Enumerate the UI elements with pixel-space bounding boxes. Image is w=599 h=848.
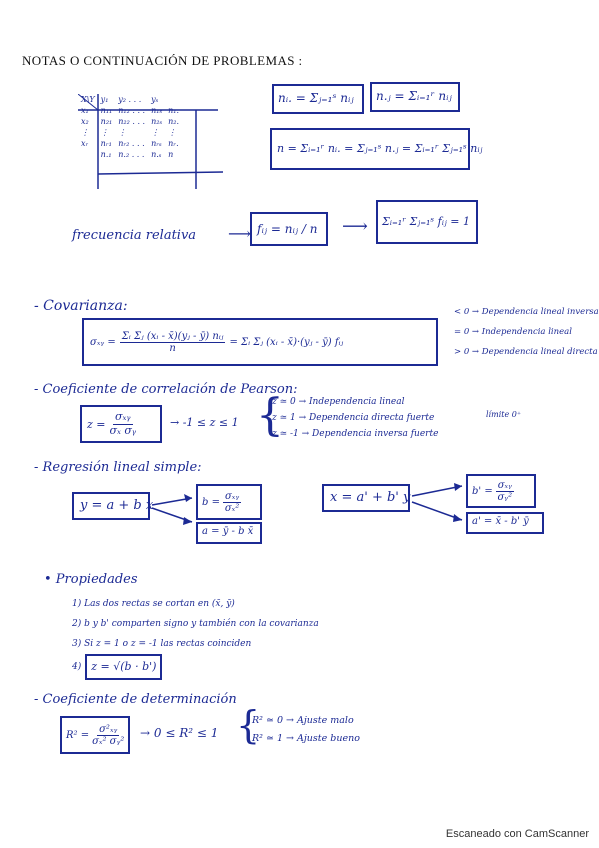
formula-pearson [80,405,162,443]
table-cell: ⋮ [118,128,127,137]
cov-lhs: σₓᵧ = [90,336,116,348]
r2-case: R² ≃ 0 → Ajuste malo [252,715,354,726]
r2-lhs: R² = [66,729,90,741]
table-cell: ⋮ [151,128,160,137]
scanner-watermark: Escaneado con CamScanner [445,828,589,840]
pearson-fraction [110,411,137,436]
table-cell: n₂₁ [100,117,113,126]
arrows-reg-x [410,480,470,526]
brace-icon: { [256,390,284,441]
table-cell: n.₂ . . . [118,150,145,159]
formula-reg-a: a = ȳ - b x̄ [196,522,262,544]
pearson-heading: - Coeficiente de correlación de Pearson: [34,382,298,397]
r2-denominator: σₓ² σᵧ² [92,735,125,747]
pearson-case: z ≃ -1 → Dependencia inversa fuerte [272,429,439,439]
reg-b-fraction [223,491,241,514]
table-cell: nᵣ. [168,139,179,148]
formula-reg-b2 [466,474,536,508]
table-cell: n₂₂ . . . [118,117,146,126]
table-cell: nᵣₛ [151,139,162,148]
arrow-icon: ⟶ [228,224,251,243]
freq-label: frecuencia relativa [72,228,197,243]
formula-covarianza [82,318,438,366]
formula-reg-x: x = a' + b' y [322,484,410,512]
cov-rhs: = Σᵢ Σⱼ (xᵢ - x̄)·(yⱼ - ȳ) fᵢⱼ [229,336,344,348]
table-row [78,138,182,149]
table-cell [78,149,98,160]
reg-b-lhs: b = [202,496,220,508]
cov-denominator: n [169,342,176,354]
table-cell: xᵣ [81,139,89,148]
formula-reg-b [196,484,262,520]
table-cell: ⋮ [168,128,177,137]
table-cell: n₂. [168,117,180,126]
r2-case: R² ≃ 1 → Ajuste bueno [252,733,360,744]
pearson-case: z ≃ 0 → Independencia lineal [272,397,405,407]
cov-case: = 0 → Independencia lineal [454,327,572,337]
r2-numerator: σ²ₓᵧ [99,723,118,735]
table-grid [78,94,182,160]
formula-freq: fᵢⱼ = nᵢⱼ / n [250,212,328,246]
table-cell: n.₁ [100,150,112,159]
formula-z-root: z = √(b · b') [85,654,162,680]
table-header-row [78,94,182,105]
table-cell: nᵣ₁ [100,139,112,148]
reg-b-denominator: σₓ² [224,502,240,514]
page-title: NOTAS O CONTINUACIÓN DE PROBLEMAS : [22,53,303,68]
reg-b2-lhs: b' = [472,485,493,497]
formula-ni-dot: nᵢ. = Σⱼ₌₁ˢ nᵢⱼ [272,84,364,114]
covarianza-heading: - Covarianza: [34,298,128,314]
pearson-cases [272,394,438,442]
formula-n-total: n = Σᵢ₌₁ʳ nᵢ. = Σⱼ₌₁ˢ n.ⱼ = Σᵢ₌₁ʳ Σⱼ₌₁ˢ nᵢⱼ [270,128,470,170]
formula-reg-a2: a' = x̄ - b' ȳ [466,512,544,534]
table-cell: ⋮ [81,128,89,137]
contingency-table [78,94,182,160]
cov-case: < 0 → Dependencia lineal inversa [454,307,599,317]
table-cell: y₁ [100,95,109,104]
list-item: 2) b y b' comparten signo y también con la covarianza [72,619,319,629]
table-cell: n [168,150,174,159]
formula-reg-y: y = a + b x [72,492,150,520]
table-cell: n.ₛ [151,150,162,159]
cov-fraction [120,331,226,354]
table-cell: x₂ [81,117,89,126]
table-row [78,127,182,138]
table-cell: n₁₂ . . . [118,106,146,115]
formula-n-dot-j: n.ⱼ = Σᵢ₌₁ʳ nᵢⱼ [370,82,460,112]
pearson-numerator: σₓᵧ [115,410,131,424]
table-cell: n₁₁ [100,106,113,115]
formula-freq-sum: Σᵢ₌₁ʳ Σⱼ₌₁ˢ fᵢⱼ = 1 [376,200,478,244]
table-cell: n₁ₛ [151,106,163,115]
arrow-icon: ⟶ [342,216,368,237]
r2-range: → 0 ≤ R² ≤ 1 [140,726,219,740]
formula-r2 [60,716,130,754]
propiedades-heading: • Propiedades [44,572,138,587]
table-cell: n₂ₛ [151,117,163,126]
table-cell: n₁. [168,106,180,115]
table-cell: x₁ [81,106,89,115]
cov-case: > 0 → Dependencia lineal directa [454,347,598,357]
r2-cases [252,712,360,748]
table-cell: nᵣ₂ . . . [118,139,145,148]
pearson-lhs: z = [87,417,106,431]
table-row [78,105,182,116]
r2-fraction [92,724,124,747]
table-cell: yₛ [151,95,159,104]
arrows-reg-y [150,490,200,530]
list-item: 3) Si z = 1 o z = -1 las rectas coinciden [72,639,252,649]
cov-numerator: Σᵢ Σⱼ (xᵢ - x̄)(yⱼ - ȳ) nᵢⱼ [121,330,224,342]
propiedades-list [72,594,319,680]
reg-b2-denominator: σᵧ² [497,491,513,503]
pearson-case: z ≃ 1 → Dependencia directa fuerte [272,413,435,423]
pearson-range: → -1 ≤ z ≤ 1 [170,416,239,429]
list-item: 1) Las dos rectas se cortan en (x̄, ȳ) [72,599,235,609]
covarianza-cases [454,302,599,362]
table-cell: y₂ . . . [118,95,142,104]
list-item [72,654,319,680]
table-cell [165,94,182,105]
table-cell: ⋮ [100,128,109,137]
reg-b-numerator: σₓᵧ [224,490,240,502]
reg-b2-fraction [496,480,514,503]
brace-icon: { [236,703,261,747]
regresion-heading: - Regresión lineal simple: [34,460,202,475]
table-row [78,116,182,127]
table-row [78,149,182,160]
pearson-side-note: límite 0⁺ [486,410,522,419]
reg-b2-numerator: σₓᵧ [497,479,512,491]
table-cell: X\Y [81,95,95,104]
list-item-number: 4) [72,662,82,672]
determinacion-heading: - Coeficiente de determinación [34,692,237,707]
pearson-denominator: σₓ σᵧ [109,423,137,437]
